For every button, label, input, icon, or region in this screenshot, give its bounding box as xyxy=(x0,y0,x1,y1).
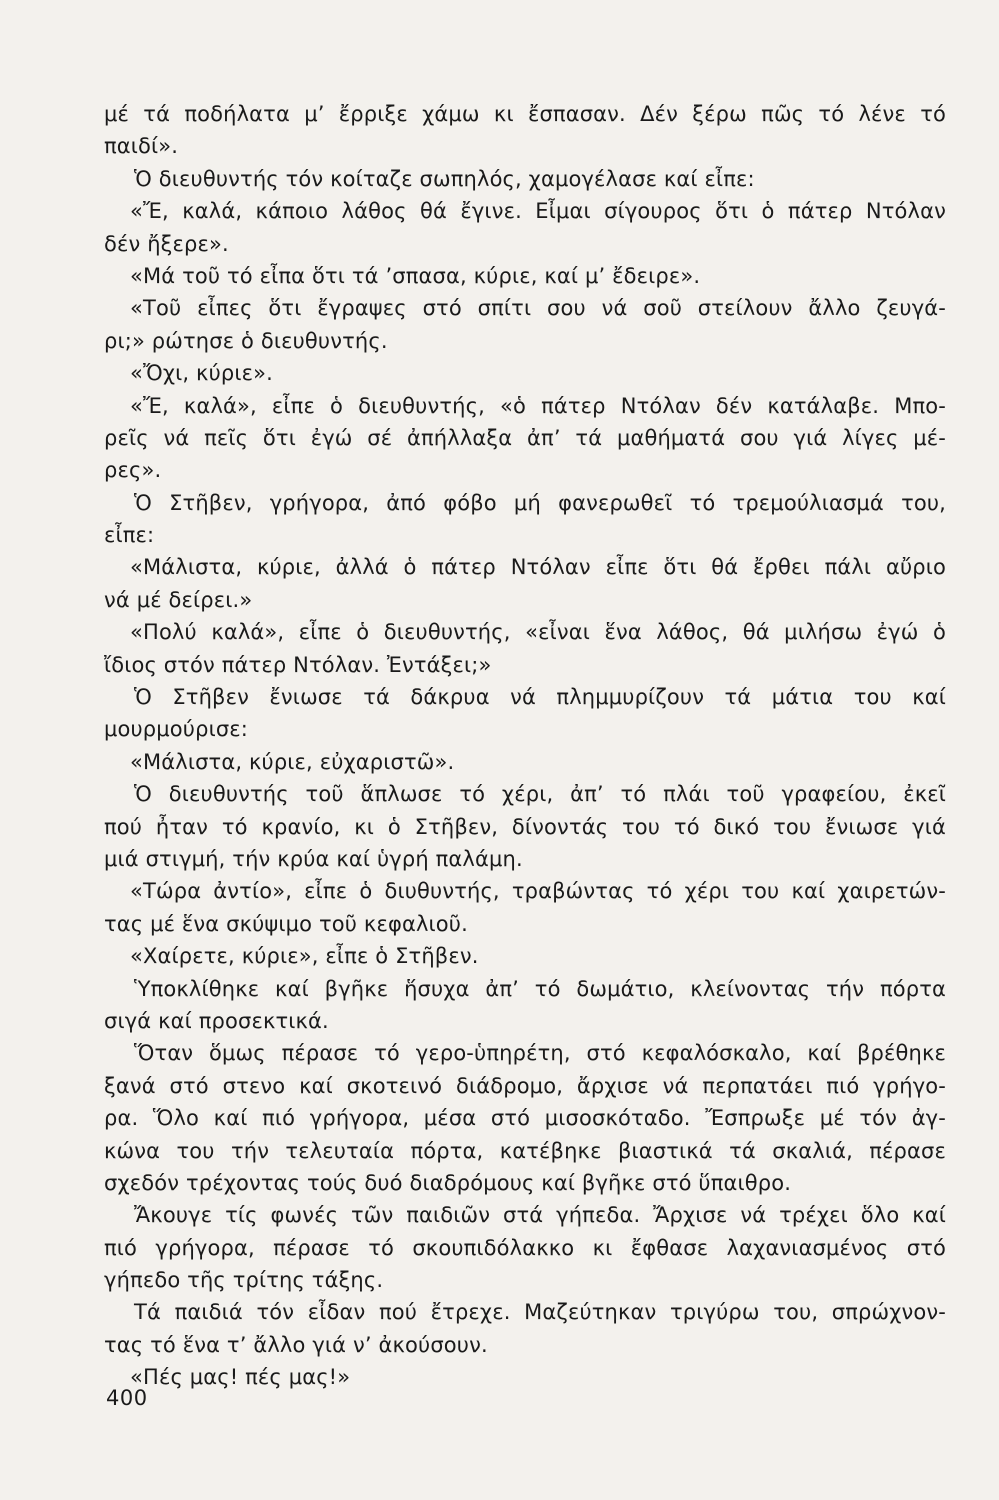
text-line: μιά στιγμή, τήν κρύα καί ὑγρή παλάμη. xyxy=(104,846,523,871)
text-line: «Τοῦ εἶπες ὅτι ἔγραψες στό σπίτι σου νά σοῦ στείλουν ἄλλο ζευγά- xyxy=(130,296,946,321)
text-line: ρα. Ὅλο καί πιό γρήγορα, μέσα στό μισοσκόταδο. Ἔσπρωξε μέ τόν ἀγ- xyxy=(104,1106,946,1131)
text-line: σιγά καί προσεκτικά. xyxy=(104,1008,329,1033)
text-line: γήπεδο τῆς τρίτης τάξης. xyxy=(104,1268,384,1293)
text-line: δέν ἤξερε». xyxy=(104,231,229,256)
text-line: Τά παιδιά τόν εἶδαν πού ἔτρεχε. Μαζεύτηκαν τριγύρω του, σπρώχνον- xyxy=(134,1300,946,1325)
text-line: «Χαίρετε, κύριε», εἶπε ὁ Στῆβεν. xyxy=(130,944,479,969)
text-line: τας τό ἕνα τ’ ἄλλο γιά ν’ ἀκούσουν. xyxy=(104,1332,488,1357)
text-line: τας μέ ἕνα σκύψιμο τοῦ κεφαλιοῦ. xyxy=(104,911,468,936)
text-line: «Ἔ, καλά», εἶπε ὁ διευθυντής, «ὁ πάτερ Ντόλαν δέν κατάλαβε. Μπο- xyxy=(130,393,946,418)
text-line: «Τώρα ἀντίο», εἶπε ὁ διυθυντής, τραβώντας τό χέρι του καί χαιρετών- xyxy=(130,879,946,904)
text-line: Ὅταν ὅμως πέρασε τό γερο-ὑπηρέτη, στό κεφαλόσκαλο, καί βρέθηκε xyxy=(134,1041,946,1066)
text-line: Ὑποκλίθηκε καί βγῆκε ἥσυχα ἀπ’ τό δωμάτιο, κλείνοντας τήν πόρτα xyxy=(134,976,946,1001)
text-line: πιό γρήγορα, πέρασε τό σκουπιδόλακκο κι ἔφθασε λαχανιασμένος στό xyxy=(104,1235,946,1260)
text-line: ρες». xyxy=(104,458,162,483)
text-line: ρεῖς νά πεῖς ὅτι ἐγώ σέ ἀπήλλαξα ἀπ’ τά μαθήματά σου γιά λίγες μέ- xyxy=(104,425,946,450)
text-line: ξανά στό στενο καί σκοτεινό διάδρομο, ἄρχισε νά περπατάει πιό γρήγο- xyxy=(104,1073,946,1098)
text-line: «Πολύ καλά», εἶπε ὁ διευθυντής, «εἶναι ἕνα λάθος, θά μιλήσω ἐγώ ὁ xyxy=(130,620,946,645)
text-line: Ἄκουγε τίς φωνές τῶν παιδιῶν στά γήπεδα. Ἄρχισε νά τρέχει ὅλο καί xyxy=(134,1203,946,1228)
text-line: σχεδόν τρέχοντας τούς δυό διαδρόμους καί βγῆκε στό ὕπαιθρο. xyxy=(104,1170,792,1195)
text-line: Ὁ Στῆβεν ἔνιωσε τά δάκρυα νά πλημμυρίζουν τά μάτια του καί xyxy=(134,685,946,710)
text-line: ἴδιος στόν πάτερ Ντόλαν. Ἐντάξει;» xyxy=(104,652,492,677)
text-line: Ὁ διευθυντής τόν κοίταζε σωπηλός, χαμογέλασε καί εἶπε: xyxy=(134,166,755,191)
text-line: ρι;» ρώτησε ὁ διευθυντής. xyxy=(104,328,388,353)
text-line: μέ τά ποδήλατα μ’ ἔρριξε χάμω κι ἔσπασαν. Δέν ξέρω πῶς τό λένε τό xyxy=(104,102,946,126)
text-line: παιδί». xyxy=(104,134,179,159)
text-line: «Ἔ, καλά, κάποιο λάθος θά ἔγινε. Εἶμαι σίγουρος ὅτι ὁ πάτερ Ντόλαν xyxy=(130,199,946,224)
page-number: 400 xyxy=(106,1386,148,1410)
text-line: μουρμούρισε: xyxy=(104,717,249,742)
text-line: «Πές μας! πές μας!» xyxy=(130,1365,351,1390)
text-line: κώνα του τήν τελευταία πόρτα, κατέβηκε βιαστικά τά σκαλιά, πέρασε xyxy=(104,1138,946,1163)
text-line: Ὁ διευθυντής τοῦ ἅπλωσε τό χέρι, ἀπ’ τό πλάι τοῦ γραφείου, ἐκεῖ xyxy=(134,782,946,807)
text-line: «Μάλιστα, κύριε, εὐχαριστῶ». xyxy=(130,749,455,774)
text-line: πού ἦταν τό κρανίο, κι ὁ Στῆβεν, δίνοντάς του τό δικό του ἔνιωσε γιά xyxy=(104,814,946,839)
text-line: «Μά τοῦ τό εἶπα ὅτι τά ’σπασα, κύριε, καί μ’ ἔδειρε». xyxy=(130,263,701,288)
body-text xyxy=(104,98,946,1394)
text-line: «Μάλιστα, κύριε, ἀλλά ὁ πάτερ Ντόλαν εἶπε ὅτι θά ἔρθει πάλι αὔριο xyxy=(130,555,946,580)
text-line: εἶπε: xyxy=(104,523,155,548)
text-line: «Ὄχι, κύριε». xyxy=(130,361,273,386)
text-line: Ὁ Στῆβεν, γρήγορα, ἀπό φόβο μή φανερωθεῖ τό τρεμούλιασμά του, xyxy=(134,490,946,515)
text-line: νά μέ δείρει.» xyxy=(104,587,253,612)
